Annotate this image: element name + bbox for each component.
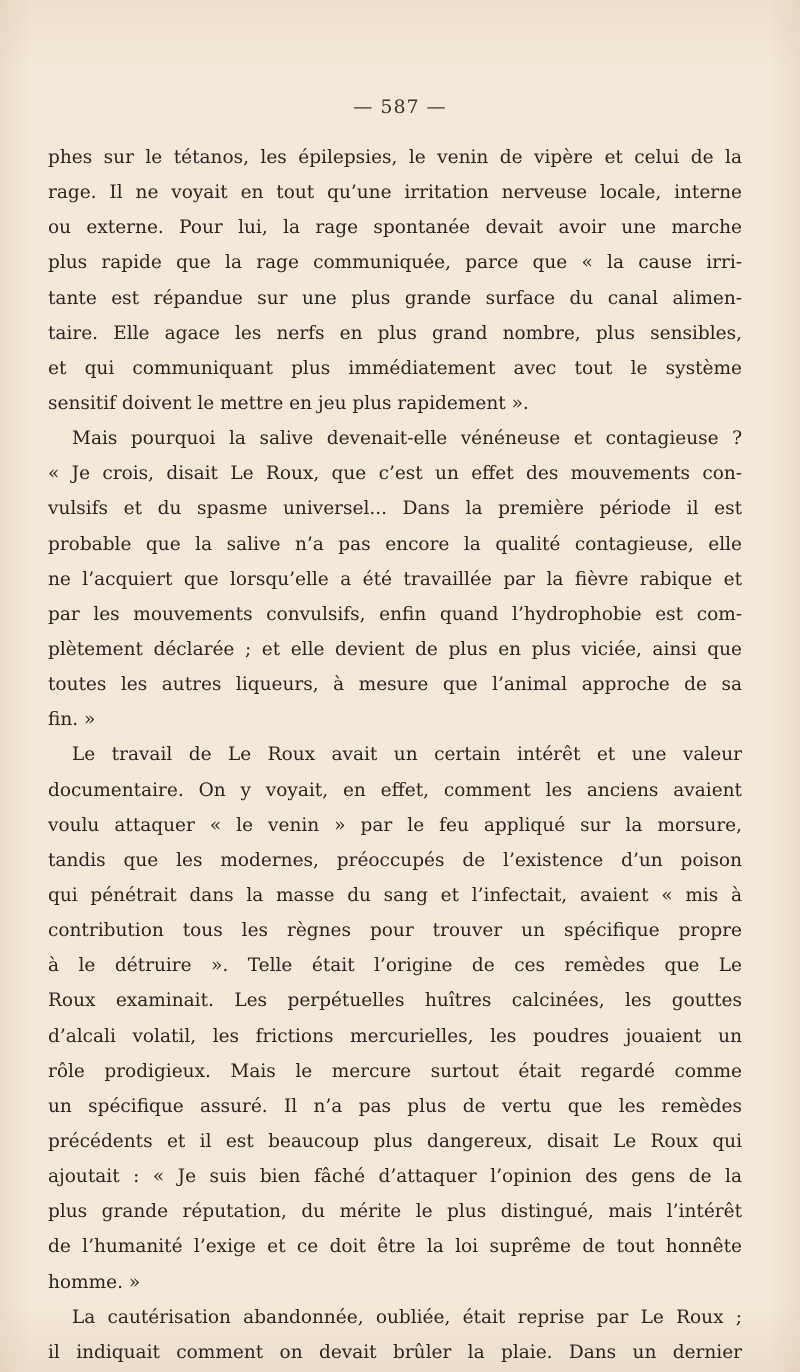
body-text (48, 140, 742, 1370)
text-line: « Je crois, disait Le Roux, que c’est un effet des mouvements con- (48, 463, 742, 485)
text-line: taire. Elle agace les nerfs en plus grand nombre, plus sensibles, (48, 322, 742, 344)
text-line: plus rapide que la rage communiquée, parce que « la cause irri- (48, 252, 742, 274)
text-line: Mais pourquoi la salive devenait-elle vénéneuse et contagieuse ? (72, 428, 742, 450)
text-line: homme. » (48, 1271, 141, 1293)
text-line: ne l’acquiert que lorsqu’elle a été travaillée par la fièvre rabique et (48, 568, 742, 590)
text-line: de l’humanité l’exige et ce doit être la loi suprême de tout honnête (48, 1236, 742, 1258)
text-line: rôle prodigieux. Mais le mercure surtout était regardé comme (48, 1060, 742, 1082)
text-line: documentaire. On y voyait, en effet, comment les anciens avaient (48, 779, 742, 801)
text-line: d’alcali volatil, les frictions mercurielles, les poudres jouaient un (48, 1025, 742, 1047)
text-line: fin. » (48, 709, 96, 731)
text-line: plètement déclarée ; et elle devient de plus en plus viciée, ainsi que (48, 638, 742, 660)
text-line: La cautérisation abandonnée, oubliée, était reprise par Le Roux ; (72, 1306, 742, 1328)
text-line: Roux examinait. Les perpétuelles huîtres calcinées, les gouttes (48, 990, 742, 1012)
text-line: à le détruire ». Telle était l’origine de ces remèdes que Le (48, 955, 742, 977)
text-line: précédents et il est beaucoup plus dangereux, disait Le Roux qui (48, 1130, 742, 1152)
text-line: plus grande réputation, du mérite le plus distingué, mais l’intérêt (48, 1201, 742, 1223)
text-line: tandis que les modernes, préoccupés de l’existence d’un poison (48, 849, 742, 871)
text-line: qui pénétrait dans la masse du sang et l’infectait, avaient « mis à (48, 884, 742, 906)
text-line: phes sur le tétanos, les épilepsies, le venin de vipère et celui de la (48, 147, 742, 168)
page-number-header: — 587 — (353, 96, 447, 118)
text-line: vulsifs et du spasme universel... Dans la première période il est (48, 498, 742, 520)
text-line: contribution tous les règnes pour trouver un spécifique propre (48, 920, 742, 942)
text-line: et qui communiquant plus immédiatement avec tout le système (48, 357, 742, 379)
text-line: rage. Il ne voyait en tout qu’une irritation nerveuse locale, interne (48, 182, 742, 204)
text-line: ou externe. Pour lui, la rage spontanée devait avoir une marche (48, 217, 742, 239)
text-line: tante est répandue sur une plus grande surface du canal alimen- (48, 287, 742, 309)
text-line: sensitif doivent le mettre en jeu plus rapidement ». (48, 392, 529, 414)
text-line: toutes les autres liqueurs, à mesure que l’animal approche de sa (48, 674, 742, 696)
text-line: ajoutait : « Je suis bien fâché d’attaquer l’opinion des gens de la (48, 1166, 742, 1188)
text-line: probable que la salive n’a pas encore la qualité contagieuse, elle (48, 533, 742, 555)
text-line: voulu attaquer « le venin » par le feu appliqué sur la morsure, (48, 814, 742, 836)
text-line: un spécifique assuré. Il n’a pas plus de vertu que les remèdes (48, 1095, 742, 1117)
text-line: par les mouvements convulsifs, enfin quand l’hydrophobie est com- (48, 603, 742, 625)
text-line: Le travail de Le Roux avait un certain intérêt et une valeur (72, 744, 742, 766)
text-line: il indiquait comment on devait brûler la plaie. Dans un dernier (48, 1341, 742, 1363)
